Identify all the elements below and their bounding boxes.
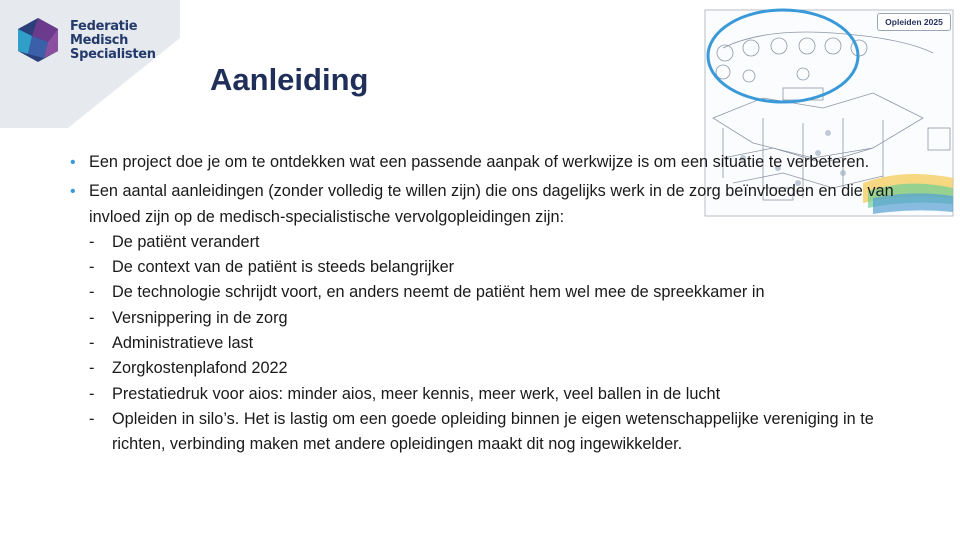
logo-line-1: Federatie: [70, 19, 138, 34]
dash-marker: -: [89, 283, 95, 302]
sub-item: [89, 331, 920, 356]
sub-item-text: Opleiden in silo’s. Het is lastig om een goede opleiding binnen je eigen wetenschappelijke vereniging in te richten, verbinding maken met andere opleidingen maakt dit nog ingewikkelder.: [112, 409, 874, 454]
dash-marker: -: [89, 384, 95, 403]
bullet-dot-icon: •: [70, 183, 76, 201]
slide-title: Aanleiding: [210, 62, 369, 97]
sub-item: [89, 280, 920, 305]
bullet-text: Een project doe je om te ontdekken wat een passende aanpak of werkwijze is om een situatie te verbeteren.: [89, 153, 870, 171]
sub-item: [89, 356, 920, 381]
dash-marker: -: [89, 258, 95, 277]
sub-item-text: De technologie schrijdt voort, en anders neemt de patiënt hem wel mee de spreekkamer in: [112, 283, 765, 302]
logo-line-3: Specialisten: [70, 47, 156, 62]
sub-item: [89, 382, 920, 407]
bullet-list: [70, 150, 920, 462]
logo-mark-icon: [14, 16, 62, 64]
sub-item: [89, 306, 920, 331]
sub-item: [89, 255, 920, 280]
illustration-badge: Opleiden 2025: [877, 13, 951, 31]
dash-marker: -: [89, 308, 95, 327]
sub-item: [89, 407, 920, 458]
bullet-dot-icon: •: [70, 154, 76, 171]
sub-item-text: Prestatiedruk voor aios: minder aios, meer kennis, meer werk, veel ballen in de lucht: [112, 384, 721, 403]
bullet-item: [70, 179, 920, 457]
sub-item-text: Versnippering in de zorg: [112, 308, 288, 327]
bullet-item: [70, 150, 920, 175]
sub-item-text: De context van de patiënt is steeds belangrijker: [112, 258, 455, 277]
logo-line-2: Medisch: [70, 33, 129, 48]
dash-marker: -: [89, 409, 95, 428]
dash-marker: -: [89, 334, 95, 353]
sub-item: [89, 230, 920, 255]
sub-item-text: De patiënt verandert: [112, 232, 260, 251]
sub-item-text: Administratieve last: [112, 334, 254, 353]
sub-item-text: Zorgkostenplafond 2022: [112, 359, 288, 378]
logo-wordmark: [70, 20, 156, 62]
dash-marker: -: [89, 359, 95, 378]
dash-marker: -: [89, 232, 95, 251]
sub-list: [89, 230, 920, 458]
bullet-text: Een aantal aanleidingen (zonder volledig te willen zijn) die ons dagelijks werk in de zorg beïnvloeden en die van invloed zijn op de medisch-specialistische vervolgopleidingen zijn:: [89, 182, 894, 226]
